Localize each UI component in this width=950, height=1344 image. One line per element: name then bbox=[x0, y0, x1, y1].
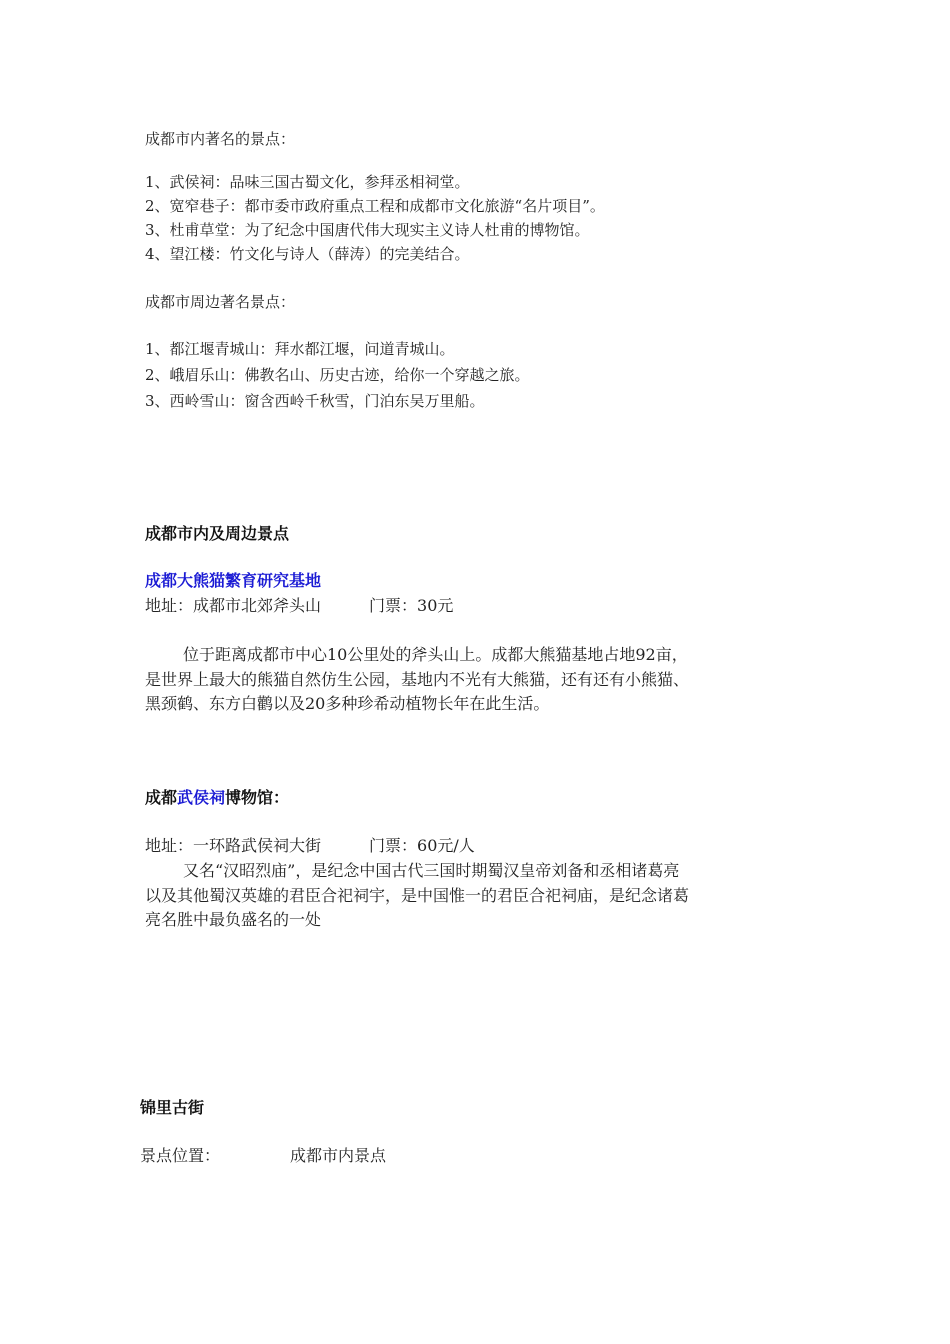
around-attraction-item-3: 3、西岭雪山：窗含西岭千秋雪，门泊东吴万里船。 bbox=[145, 392, 485, 410]
wuhou-museum-title bbox=[145, 787, 289, 809]
wuhou-address-row bbox=[145, 835, 475, 857]
jinli-location-label: 景点位置： bbox=[140, 1146, 221, 1165]
city-attractions-heading: 成都市内著名的景点： bbox=[145, 130, 296, 148]
wuhou-title-link[interactable]: 武侯祠 bbox=[177, 788, 226, 807]
jinli-location-value: 成都市内景点 bbox=[290, 1146, 387, 1165]
wuhou-address: 地址：一环路武侯祠大街 bbox=[145, 836, 322, 855]
wuhou-title-suffix: 博物馆： bbox=[225, 788, 290, 807]
panda-address: 地址：成都市北郊斧头山 bbox=[145, 596, 322, 615]
jinli-title: 锦里古街 bbox=[140, 1098, 205, 1117]
wuhou-desc-line-1: 又名“汉昭烈庙”，是纪念中国古代三国时期蜀汉皇帝刘备和丞相诸葛亮 bbox=[183, 861, 680, 880]
panda-desc-line-1: 位于距离成都市中心10公里处的斧头山上。成都大熊猫基地占地92亩， bbox=[183, 645, 688, 664]
around-attraction-item-2: 2、峨眉乐山：佛教名山、历史古迹，给你一个穿越之旅。 bbox=[145, 366, 530, 384]
city-attraction-item-4: 4、望江楼：竹文化与诗人（薛涛）的完美结合。 bbox=[145, 245, 470, 263]
wuhou-desc-line-3: 亮名胜中最负盛名的一处 bbox=[145, 910, 322, 929]
panda-desc-line-3: 黑颈鹤、东方白鹳以及20多种珍希动植物长年在此生活。 bbox=[145, 694, 550, 713]
wuhou-title-prefix: 成都 bbox=[145, 788, 178, 807]
section-title: 成都市内及周边景点 bbox=[145, 524, 290, 543]
wuhou-desc-line-2: 以及其他蜀汉英雄的君臣合祀祠宇，是中国惟一的君臣合祀祠庙，是纪念诸葛 bbox=[145, 886, 690, 905]
city-attraction-item-2: 2、宽窄巷子：都市委市政府重点工程和成都市文化旅游“名片项目”。 bbox=[145, 197, 605, 215]
city-attraction-item-3: 3、杜甫草堂：为了纪念中国唐代伟大现实主义诗人杜甫的博物馆。 bbox=[145, 221, 590, 239]
panda-base-title-link[interactable]: 成都大熊猫繁育研究基地 bbox=[145, 571, 322, 590]
wuhou-ticket: 门票：60元/人 bbox=[369, 836, 475, 855]
city-attraction-item-1: 1、武侯祠：品味三国古蜀文化，参拜丞相祠堂。 bbox=[145, 173, 470, 191]
panda-ticket: 门票：30元 bbox=[369, 596, 454, 615]
panda-desc-line-2: 是世界上最大的熊猫自然仿生公园，基地内不光有大熊猫，还有还有小熊猫、 bbox=[145, 670, 690, 689]
around-attraction-item-1: 1、都江堰青城山：拜水都江堰，问道青城山。 bbox=[145, 340, 455, 358]
around-attractions-heading: 成都市周边著名景点： bbox=[145, 293, 296, 311]
jinli-location-row bbox=[140, 1145, 386, 1167]
panda-address-row bbox=[145, 595, 453, 617]
